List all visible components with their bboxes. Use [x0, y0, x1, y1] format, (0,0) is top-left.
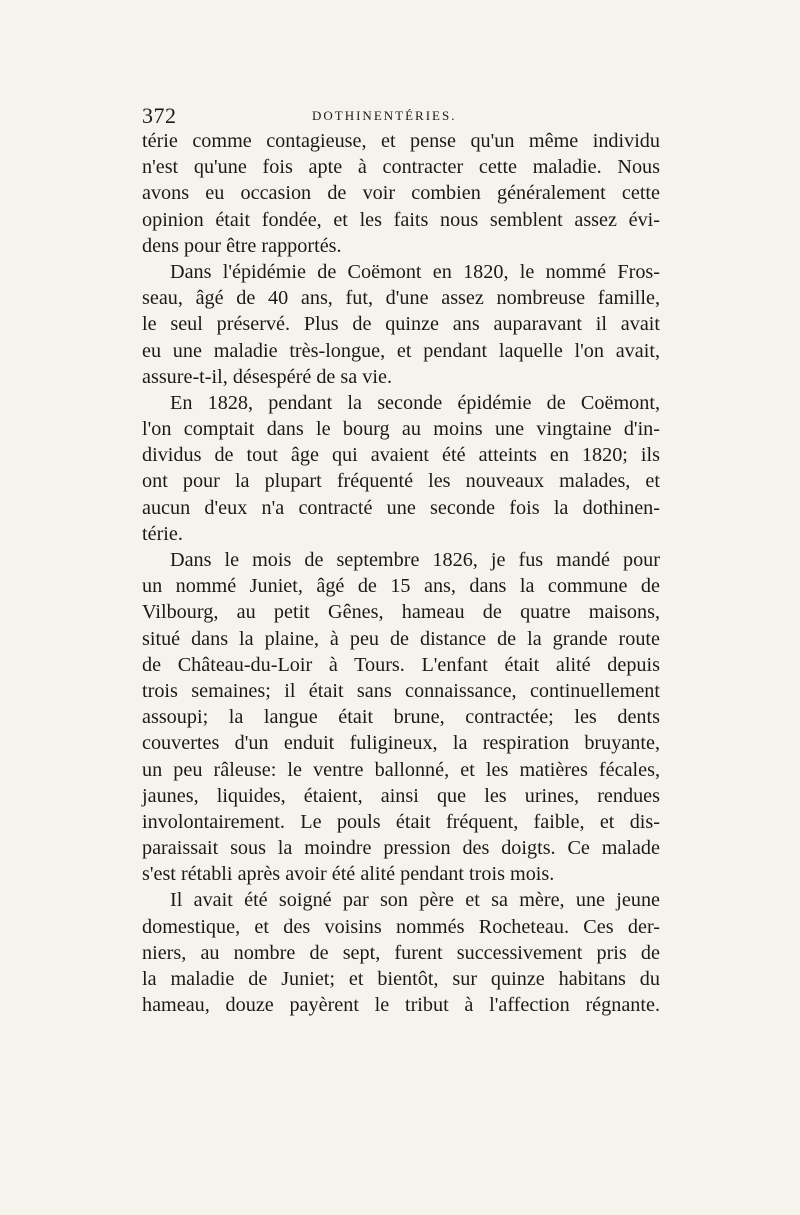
text-line: de Château-du-Loir à Tours. L'enfant était alité depuis — [142, 653, 660, 676]
text-line: n'est qu'une fois apte à contracter cette maladie. Nous — [142, 156, 660, 179]
text-line: avons eu occasion de voir combien généralement cette — [142, 182, 660, 205]
text-line: opinion était fondée, et les faits nous semblent assez évi- — [142, 208, 660, 231]
running-head: DOTHINENTÉRIES. — [312, 108, 457, 123]
text-line: niers, au nombre de sept, furent successivement pris de — [142, 941, 660, 964]
text-line: eu une maladie très-longue, et pendant laquelle l'on avait, — [142, 339, 660, 362]
page-header — [142, 103, 662, 127]
text-line: involontairement. Le pouls était fréquent, faible, et dis- — [142, 810, 660, 833]
text-line: dens pour être rapportés. — [142, 234, 342, 257]
text-line: trois semaines; il était sans connaissance, continuellement — [142, 679, 660, 702]
text-line: l'on comptait dans le bourg au moins une vingtaine d'in- — [142, 418, 660, 441]
text-line: couvertes d'un enduit fuligineux, la respiration bruyante, — [142, 732, 660, 755]
text-line: Dans l'épidémie de Coëmont en 1820, le nommé Fros- — [170, 260, 660, 283]
text-line: un nommé Juniet, âgé de 15 ans, dans la commune de — [142, 575, 660, 598]
text-line: le seul préservé. Plus de quinze ans auparavant il avait — [142, 313, 660, 336]
text-line: paraissait sous la moindre pression des doigts. Ce malade — [142, 837, 660, 860]
text-line: hameau, douze payèrent le tribut à l'affection régnante. — [142, 994, 660, 1017]
text-line: la maladie de Juniet; et bientôt, sur quinze habitans du — [142, 968, 660, 990]
text-line: s'est rétabli après avoir été alité pendant trois mois. — [142, 863, 555, 886]
body-text — [142, 128, 660, 1018]
text-line: dividus de tout âge qui avaient été atteints en 1820; ils — [142, 444, 660, 467]
text-line: situé dans la plaine, à peu de distance de la grande route — [142, 627, 660, 650]
text-line: assure-t-il, désespéré de sa vie. — [142, 365, 392, 388]
text-line: Vilbourg, au petit Gênes, hameau de quatre maisons, — [142, 601, 660, 624]
text-line: Il avait été soigné par son père et sa mère, une jeune — [170, 889, 660, 912]
text-line: En 1828, pendant la seconde épidémie de Coëmont, — [170, 391, 660, 414]
text-line: seau, âgé de 40 ans, fut, d'une assez nombreuse famille, — [142, 287, 660, 310]
text-line: domestique, et des voisins nommés Rocheteau. Ces der- — [142, 915, 660, 938]
text-line: ont pour la plupart fréquenté les nouveaux malades, et — [142, 470, 660, 493]
text-line: térie comme contagieuse, et pense qu'un même individu — [142, 130, 660, 152]
text-line: aucun d'eux n'a contracté une seconde fois la dothinen- — [142, 496, 660, 519]
text-line: assoupi; la langue était brune, contractée; les dents — [142, 706, 660, 729]
page-number: 372 — [142, 103, 177, 128]
text-line: un peu râleuse: le ventre ballonné, et les matières fécales, — [142, 758, 660, 781]
text-line: Dans le mois de septembre 1826, je fus mandé pour — [170, 549, 660, 571]
text-line: jaunes, liquides, étaient, ainsi que les urines, rendues — [142, 784, 660, 807]
text-line: térie. — [142, 522, 183, 545]
